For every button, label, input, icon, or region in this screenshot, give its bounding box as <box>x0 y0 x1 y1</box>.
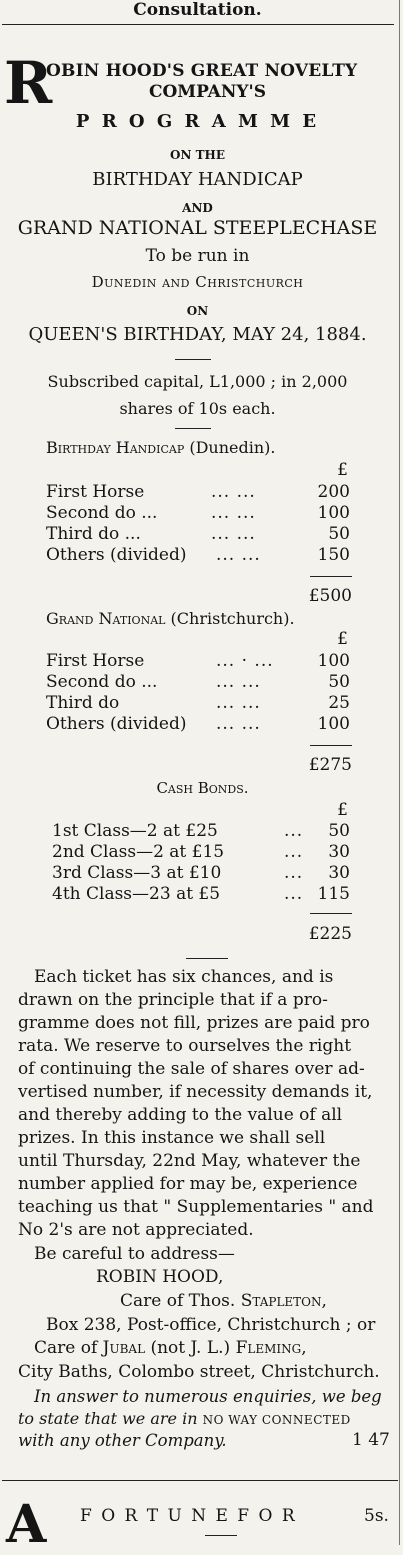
next-ad-drop-cap: A <box>6 1494 47 1555</box>
table-row-amount: 150 <box>317 545 350 565</box>
table-row-label: 3rd Class—3 at £10 <box>52 863 222 883</box>
body-line: No 2's are not appreciated. <box>18 1220 254 1240</box>
ad-reference: 1 47 <box>352 1430 390 1450</box>
notice-line-2-caps: NO WAY CONNECTED <box>202 1413 351 1427</box>
to-be-run-label: To be run in <box>145 246 250 266</box>
leader-dots: ... ... <box>216 545 261 565</box>
body-line: teaching us that " Supplementaries " and <box>18 1197 374 1217</box>
table-row-amount: 50 <box>328 524 350 544</box>
table-row-amount: 25 <box>328 693 350 713</box>
table-row-amount: 50 <box>328 672 350 692</box>
leader-dots: ... ... <box>211 503 256 523</box>
table-row-label: 4th Class—23 at £5 <box>52 884 221 904</box>
leader-dots: ... ... <box>211 482 256 502</box>
national-table-heading-name: Grand National <box>46 609 166 628</box>
body-line: rata. We reserve to ourselves the right <box>18 1036 352 1056</box>
capital-line-2: shares of 10s each. <box>119 399 276 418</box>
table-row-label: Second do ... <box>46 672 158 692</box>
leader-dots: ... ... <box>216 672 261 692</box>
body-line: until Thursday, 22nd May, whatever the <box>18 1151 361 1171</box>
birthday-table-heading <box>46 437 275 458</box>
address-baths: City Baths, Colombo street, Christchurch. <box>18 1362 380 1382</box>
column-border <box>399 0 400 1545</box>
body-line: gramme does not fill, prizes are paid pro <box>18 1013 370 1033</box>
body-line: prizes. In this instance we shall sell <box>18 1128 326 1148</box>
separator <box>175 359 211 360</box>
address-care-surname: Fleming, <box>235 1338 307 1358</box>
section-heading: Consultation. <box>133 0 262 20</box>
notice-line-2-text: to state that we are in <box>18 1409 203 1428</box>
notice-line-2 <box>18 1408 351 1431</box>
leader-dots: ... <box>284 821 304 841</box>
table-row-label: First Horse <box>46 482 145 502</box>
notice-line-1: In answer to numerous enquiries, we beg <box>34 1387 382 1406</box>
body-line: drawn on the principle that if a pro- <box>18 990 328 1010</box>
next-ad-price: 5s. <box>364 1506 389 1526</box>
cities-label: Dunedin and Christchurch <box>91 273 304 291</box>
address-name: ROBIN HOOD, <box>96 1267 224 1287</box>
body-line: vertised number, if necessity demands it, <box>18 1082 373 1102</box>
address-care-of-2 <box>34 1338 307 1359</box>
address-care-of-1 <box>120 1291 327 1312</box>
birthday-table-heading-place: (Dunedin). <box>184 438 276 457</box>
table-row-label: Others (divided) <box>46 714 187 734</box>
leader-dots: ... ... <box>216 693 261 713</box>
currency-label: £ <box>337 629 348 649</box>
leader-dots: ... <box>284 884 304 904</box>
address-care-prefix: Care of Thos. <box>120 1291 241 1311</box>
separator <box>175 428 211 429</box>
title-line-1: OBIN HOOD'S GREAT NOVELTY <box>46 61 358 81</box>
header-rule <box>2 24 394 25</box>
address-care-note: (not J. L.) <box>145 1338 236 1358</box>
title-line-2: COMPANY'S <box>148 82 267 102</box>
table-row-amount: 200 <box>317 482 350 502</box>
total-rule <box>310 576 352 577</box>
drop-cap: R <box>4 49 53 117</box>
leader-dots: ... · ... <box>216 651 274 671</box>
ad-divider <box>2 1480 398 1481</box>
event-date: QUEEN'S BIRTHDAY, MAY 24, 1884. <box>28 324 367 345</box>
table-row-amount: 100 <box>317 714 350 734</box>
table-row-amount: 50 <box>328 821 350 841</box>
leader-dots: ... ... <box>211 524 256 544</box>
address-box: Box 238, Post-office, Christchurch ; or <box>46 1315 376 1335</box>
address-care-prefix: Care of <box>34 1338 103 1358</box>
bonds-heading: Cash Bonds. <box>156 779 249 797</box>
separator <box>205 1535 237 1536</box>
national-table-heading-place: (Christchurch). <box>165 609 295 628</box>
table-row-amount: 30 <box>328 863 350 883</box>
notice-line-3: with any other Company. <box>18 1431 227 1450</box>
currency-label: £ <box>337 460 348 480</box>
and-label: AND <box>182 201 213 215</box>
leader-dots: ... <box>284 863 304 883</box>
table-row-label: Third do ... <box>46 524 141 544</box>
table-row-label: Second do ... <box>46 503 158 523</box>
body-line: and thereby adding to the value of all <box>18 1105 343 1125</box>
on-label: ON <box>186 304 209 318</box>
table-row-amount: 100 <box>317 651 350 671</box>
body-line: of continuing the sale of shares over ad- <box>18 1059 365 1079</box>
birthday-table-heading-name: Birthday Handicap <box>46 438 185 457</box>
table-row-label: Others (divided) <box>46 545 187 565</box>
table-total: £275 <box>308 755 352 775</box>
table-row-label: Third do <box>46 693 120 713</box>
leader-dots: ... ... <box>216 714 261 734</box>
birthday-handicap-title: BIRTHDAY HANDICAP <box>92 169 303 190</box>
table-row-amount: 30 <box>328 842 350 862</box>
table-row-label: First Horse <box>46 651 145 671</box>
programme-heading: P R O G R A M M E <box>75 111 320 132</box>
total-rule <box>310 745 352 746</box>
address-care-firstname: Jubal <box>102 1338 146 1358</box>
address-intro: Be careful to address— <box>34 1244 235 1264</box>
national-table-heading <box>46 608 295 629</box>
on-the-label: ON THE <box>169 148 225 162</box>
leader-dots: ... <box>284 842 304 862</box>
body-line: number applied for may be, experience <box>18 1174 358 1194</box>
total-rule <box>310 913 352 914</box>
capital-line-1: Subscribed capital, L1,000 ; in 2,000 <box>47 372 348 391</box>
separator <box>186 958 228 959</box>
body-line: Each ticket has six chances, and is <box>34 967 334 987</box>
table-total: £225 <box>308 924 352 944</box>
next-ad-text: F O R T U N E F O R <box>80 1506 297 1526</box>
grand-national-title: GRAND NATIONAL STEEPLECHASE <box>17 217 378 239</box>
table-row-label: 1st Class—2 at £25 <box>52 821 218 841</box>
table-row-label: 2nd Class—2 at £15 <box>52 842 225 862</box>
address-care-surname: Stapleton, <box>240 1291 327 1311</box>
table-total: £500 <box>308 586 352 606</box>
table-row-amount: 100 <box>317 503 350 523</box>
table-row-amount: 115 <box>317 884 350 904</box>
currency-label: £ <box>337 800 348 820</box>
